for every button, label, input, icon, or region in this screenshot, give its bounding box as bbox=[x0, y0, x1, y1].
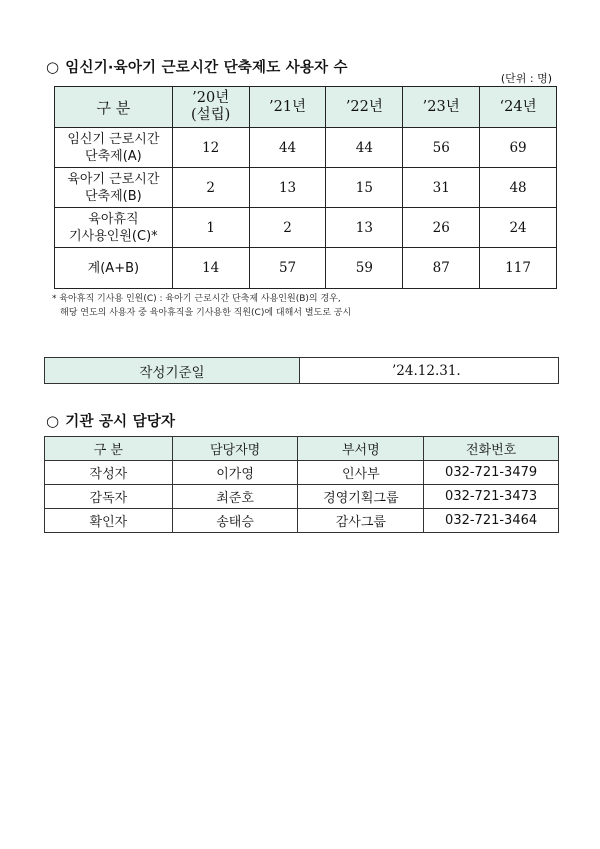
table-cell: 87 bbox=[403, 248, 480, 289]
section-title-text: 기관 공시 담당자 bbox=[65, 414, 176, 430]
table-cell: 24 bbox=[480, 208, 557, 248]
header-year-2020-text: ’20년 (설립) bbox=[191, 90, 231, 123]
table-cell: 2 bbox=[249, 208, 326, 248]
table-cell: 57 bbox=[249, 248, 326, 289]
header-category: 구 분 bbox=[55, 87, 173, 128]
table-cell: 117 bbox=[480, 248, 557, 289]
table-cell: 44 bbox=[326, 128, 403, 168]
header-department: 부서명 bbox=[298, 437, 424, 461]
reference-date-row bbox=[45, 358, 559, 384]
row-label bbox=[55, 208, 173, 248]
footnote-line-2: 해당 연도의 사용자 중 육아휴직을 기사용한 직원(C)에 대해서 별도로 공시 bbox=[60, 308, 352, 318]
table-row bbox=[55, 168, 557, 208]
usage-table bbox=[54, 86, 557, 289]
row-label bbox=[55, 128, 173, 168]
table-cell: 13 bbox=[249, 168, 326, 208]
table-cell: 56 bbox=[403, 128, 480, 168]
row-label-text: 임신기 근로시간 단축제(A) bbox=[67, 131, 160, 164]
department-cell: 인사부 bbox=[298, 461, 424, 485]
footnote bbox=[52, 292, 351, 320]
table-cell: 26 bbox=[403, 208, 480, 248]
header-year-2024: ‘24년 bbox=[480, 87, 557, 128]
table-row bbox=[45, 485, 559, 509]
footnote-line-1: * 육아휴직 기사용 인원(C) : 육아기 근로시간 단축제 사용인원(B)의 경우, bbox=[52, 294, 341, 304]
table-cell: 1 bbox=[172, 208, 249, 248]
header-name: 담당자명 bbox=[172, 437, 298, 461]
header-year-2020 bbox=[172, 87, 249, 128]
contact-table bbox=[44, 436, 559, 533]
table-cell: 12 bbox=[172, 128, 249, 168]
table-row-total bbox=[55, 248, 557, 289]
phone-cell: 032-721-3464 bbox=[424, 509, 559, 533]
table-cell: 14 bbox=[172, 248, 249, 289]
row-label: 계(A+B) bbox=[55, 248, 173, 289]
table-cell: 15 bbox=[326, 168, 403, 208]
table-row bbox=[45, 461, 559, 485]
circle-bullet-icon: ○ bbox=[46, 58, 60, 76]
row-label-text: 육아휴직 기사용인원(C)* bbox=[69, 211, 158, 244]
role-cell: 감독자 bbox=[45, 485, 173, 509]
row-label bbox=[55, 168, 173, 208]
department-cell: 감사그룹 bbox=[298, 509, 424, 533]
phone-cell: 032-721-3479 bbox=[424, 461, 559, 485]
name-cell: 송태승 bbox=[172, 509, 298, 533]
reference-date-table bbox=[44, 357, 559, 384]
section-title-contacts bbox=[46, 410, 175, 431]
usage-table-header-row bbox=[55, 87, 557, 128]
table-row bbox=[45, 509, 559, 533]
table-row bbox=[55, 208, 557, 248]
header-phone: 전화번호 bbox=[424, 437, 559, 461]
unit-label: (단위 : 명) bbox=[500, 72, 552, 85]
header-year-2021: ’21년 bbox=[249, 87, 326, 128]
reference-date-label: 작성기준일 bbox=[45, 358, 300, 384]
name-cell: 최준호 bbox=[172, 485, 298, 509]
table-cell: 44 bbox=[249, 128, 326, 168]
table-row bbox=[55, 128, 557, 168]
reference-date-value: ’24.12.31. bbox=[300, 358, 559, 384]
table-cell: 2 bbox=[172, 168, 249, 208]
department-cell: 경영기획그룹 bbox=[298, 485, 424, 509]
role-cell: 확인자 bbox=[45, 509, 173, 533]
name-cell: 이가영 bbox=[172, 461, 298, 485]
phone-cell: 032-721-3473 bbox=[424, 485, 559, 509]
header-year-2023: ’23년 bbox=[403, 87, 480, 128]
row-label-text: 육아기 근로시간 단축제(B) bbox=[67, 171, 160, 204]
section-title-text: 임신기·육아기 근로시간 단축제도 사용자 수 bbox=[65, 60, 348, 76]
table-cell: 48 bbox=[480, 168, 557, 208]
circle-bullet-icon: ○ bbox=[46, 412, 60, 430]
table-cell: 13 bbox=[326, 208, 403, 248]
role-cell: 작성자 bbox=[45, 461, 173, 485]
header-year-2022: ’22년 bbox=[326, 87, 403, 128]
table-cell: 31 bbox=[403, 168, 480, 208]
table-cell: 69 bbox=[480, 128, 557, 168]
header-category: 구 분 bbox=[45, 437, 173, 461]
section-title-usage bbox=[46, 56, 348, 77]
contact-table-header-row bbox=[45, 437, 559, 461]
table-cell: 59 bbox=[326, 248, 403, 289]
